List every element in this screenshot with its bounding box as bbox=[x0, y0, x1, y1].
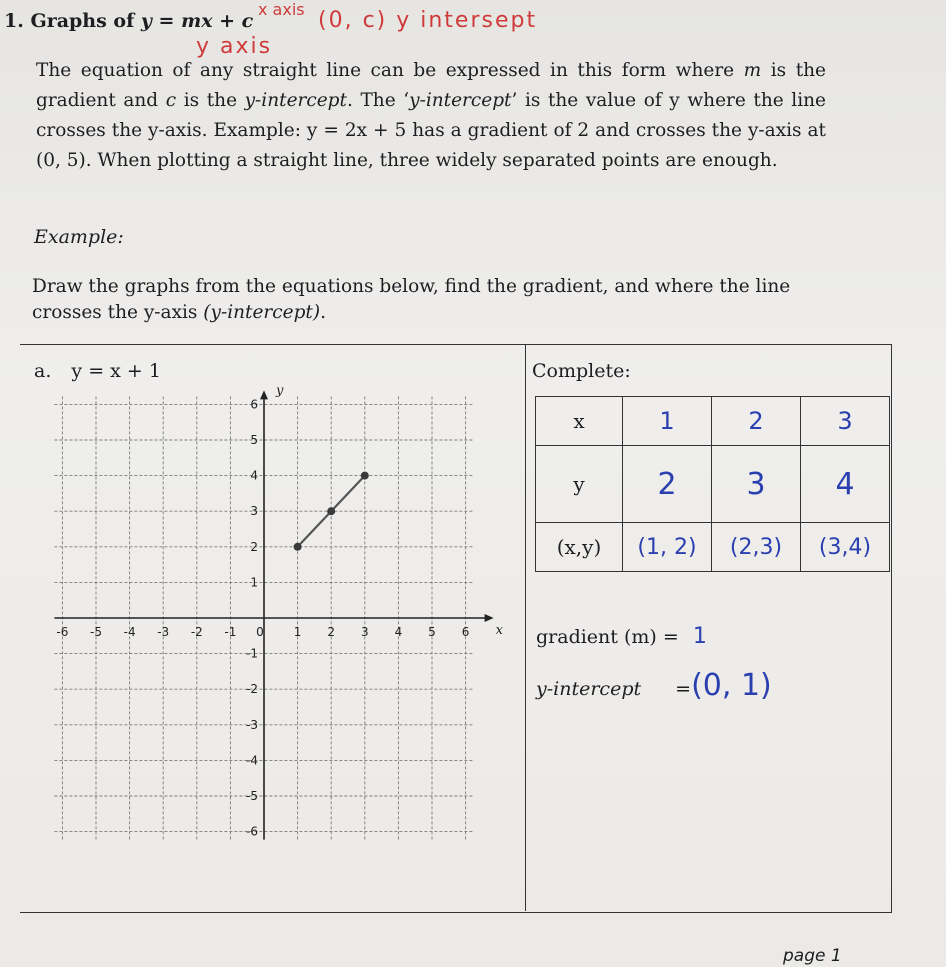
x-value-1: 1 bbox=[659, 407, 675, 435]
table-cell-x3[interactable] bbox=[801, 397, 890, 446]
annotation-c-point: (0, c) y intersept bbox=[318, 8, 538, 33]
x-tick-label: 1 bbox=[293, 625, 302, 639]
instructions-italic: (y-intercept) bbox=[203, 302, 321, 323]
y-tick-label: -4 bbox=[246, 753, 258, 768]
example-label: Example: bbox=[34, 226, 124, 248]
question-number: 1. bbox=[4, 10, 24, 32]
table-cell-x1[interactable] bbox=[623, 397, 712, 446]
part-a-label: a. bbox=[34, 360, 52, 382]
value-table bbox=[535, 396, 890, 572]
yintercept-equals: = bbox=[675, 678, 692, 700]
yintercept-label: y-intercept bbox=[536, 678, 642, 700]
x-tick-label: 2 bbox=[327, 625, 336, 639]
para-yint-term: y-intercept bbox=[244, 90, 347, 111]
y-tick-label: -1 bbox=[246, 646, 258, 661]
table-row-y bbox=[536, 446, 890, 523]
data-point bbox=[327, 507, 335, 515]
x-tick-label: -1 bbox=[224, 625, 237, 639]
point-3: (3,4) bbox=[818, 534, 872, 560]
gradient-line bbox=[536, 624, 707, 649]
table-cell-p1[interactable] bbox=[623, 523, 712, 572]
table-cell-y1[interactable] bbox=[623, 446, 712, 523]
table-cell-y3[interactable] bbox=[801, 446, 890, 523]
para-m: m bbox=[743, 60, 762, 81]
question-equation: y = mx + c bbox=[140, 10, 254, 32]
y-tick-label: -6 bbox=[246, 824, 258, 839]
x-axis-arrow bbox=[485, 614, 494, 622]
coordinate-graph bbox=[56, 383, 520, 840]
yintercept-line bbox=[536, 668, 772, 703]
para-c: c bbox=[165, 90, 177, 111]
instructions-tail: . bbox=[320, 302, 326, 323]
para-text-5: ’ is the value of y where the line crosses the y-axis. Example: y = 2x + 5 has a gradient of 2 and crosses the y-axis at (0, 5). When plotting a straight line, three widely separated points are enough. bbox=[36, 90, 826, 171]
question-title-prefix: Graphs of bbox=[30, 10, 135, 32]
table-cell-p2[interactable] bbox=[712, 523, 801, 572]
instructions bbox=[32, 274, 842, 326]
page-number: page 1 bbox=[783, 946, 842, 966]
annotation-x-axis: x axis bbox=[258, 0, 305, 19]
x-tick-label: 4 bbox=[394, 625, 403, 639]
table-head-xy: (x,y) bbox=[536, 523, 623, 572]
y-value-3: 4 bbox=[835, 466, 855, 502]
data-point bbox=[294, 543, 302, 551]
x-tick-label: -6 bbox=[56, 625, 69, 639]
para-text-3: is the bbox=[176, 90, 245, 111]
instructions-text: Draw the graphs from the equations below, find the gradient, and where the line crosses the y-axis bbox=[32, 276, 791, 323]
yintercept-answer[interactable]: (0, 1) bbox=[691, 668, 772, 703]
part-a-equation: y = x + 1 bbox=[71, 360, 161, 382]
question-title bbox=[4, 10, 253, 32]
para-text-1: The equation of any straight line can be expressed in this form where bbox=[36, 60, 744, 81]
point-1: (1, 2) bbox=[637, 534, 697, 560]
y-axis-arrow bbox=[260, 390, 268, 399]
point-2: (2,3) bbox=[729, 534, 783, 560]
y-tick-label: 4 bbox=[250, 468, 258, 483]
x-value-2: 2 bbox=[748, 407, 764, 435]
x-tick-label: -2 bbox=[190, 625, 203, 639]
x-value-3: 3 bbox=[837, 407, 853, 435]
y-tick-label: -3 bbox=[246, 717, 258, 732]
y-tick-label: -2 bbox=[246, 682, 258, 697]
gradient-label: gradient (m) = bbox=[536, 626, 679, 648]
x-tick-label: -4 bbox=[123, 625, 136, 639]
table-head-x: x bbox=[536, 397, 623, 446]
y-tick-label: 3 bbox=[250, 504, 258, 519]
y-tick-label: -5 bbox=[246, 789, 258, 803]
y-tick-label: 1 bbox=[250, 575, 258, 590]
table-cell-x2[interactable] bbox=[712, 397, 801, 446]
gradient-answer[interactable]: 1 bbox=[692, 624, 707, 649]
table-row-x bbox=[536, 397, 890, 446]
annotation-y-axis: y axis bbox=[196, 34, 273, 59]
para-yint-quote: y-intercept bbox=[409, 90, 512, 111]
x-tick-label: -3 bbox=[157, 625, 170, 639]
complete-label: Complete: bbox=[532, 360, 631, 382]
x-tick-label: 5 bbox=[428, 625, 436, 639]
x-tick-label: 0 bbox=[256, 625, 264, 639]
y-tick-label: 6 bbox=[250, 397, 258, 412]
y-value-1: 2 bbox=[657, 466, 677, 502]
para-text-2: is the gradient and bbox=[36, 60, 826, 111]
table-row-xy bbox=[536, 523, 890, 572]
para-text-4: . The ‘ bbox=[346, 90, 410, 111]
y-axis-label: y bbox=[276, 383, 284, 399]
box-divider bbox=[525, 344, 526, 911]
part-a-heading bbox=[34, 360, 161, 382]
y-tick-label: 2 bbox=[250, 539, 258, 554]
table-cell-p3[interactable] bbox=[801, 523, 890, 572]
data-point bbox=[361, 472, 369, 480]
x-tick-label: 6 bbox=[461, 625, 470, 639]
y-tick-label: 5 bbox=[250, 433, 258, 447]
intro-paragraph bbox=[36, 56, 826, 176]
y-value-2: 3 bbox=[746, 466, 766, 502]
x-tick-label: -5 bbox=[90, 625, 102, 639]
x-tick-label: 3 bbox=[360, 625, 369, 639]
table-cell-y2[interactable] bbox=[712, 446, 801, 523]
x-axis-label: x bbox=[495, 623, 503, 638]
table-head-y: y bbox=[536, 446, 623, 523]
